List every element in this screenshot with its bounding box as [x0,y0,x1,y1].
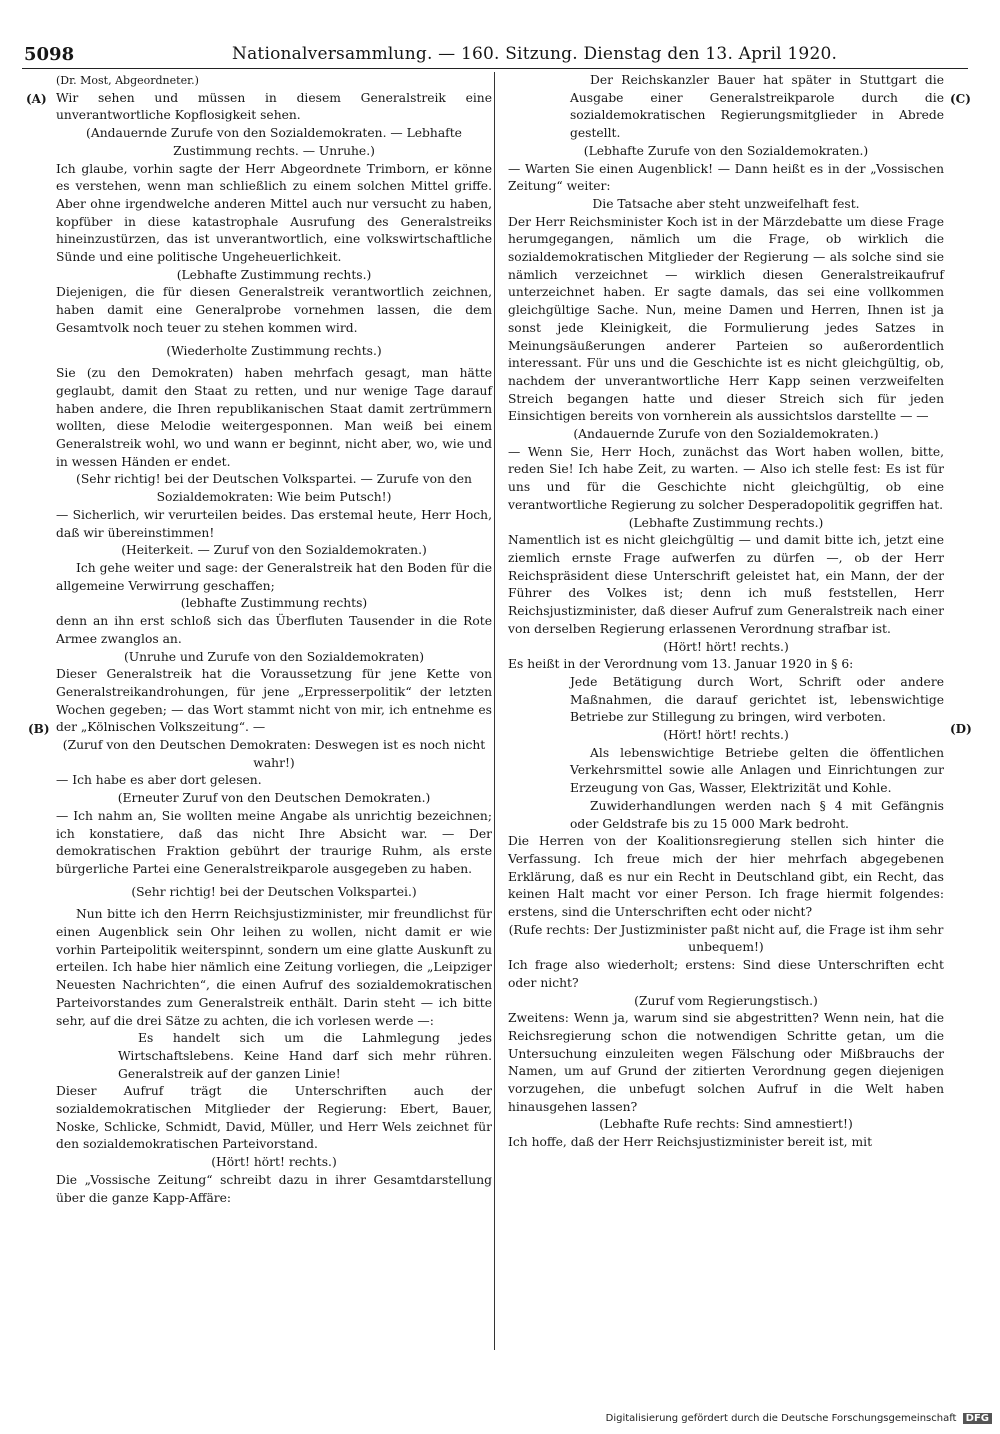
paragraph: Nun bitte ich den Herrn Reichsjustizminister, mir freundlichst für einen Augenblick sein Ohr leihen zu wollen, nicht damit er wie vorhin Parteipolitik weiterspinnt, sondern um eine glatte Auskunft zu erteilen. Ich habe hier nämlich eine Zeitung vorliegen, die „Leipziger Neuesten Nachrichten“, die einen Aufruf des sozialdemokratischen Parteivorstandes zum Generalstreik enthält. Darin steht — ich bitte sehr, auf die drei Sätze zu achten, die ich vorlesen werde —: [56,907,492,1028]
paragraph: Die „Vossische Zeitung“ schreibt dazu in ihrer Gesamtdarstellung über die ganze Kapp-Affäre: [56,1172,492,1205]
interjection: (Hört! hört! rechts.) [663,728,789,743]
dfg-logo: DFG [963,1413,992,1424]
interjection: (Unruhe und Zurufe von den Sozialdemokraten) [123,649,425,664]
paragraph: — Sicherlich, wir verurteilen beides. Das erstemal heute, Herr Hoch, daß wir übereinstimmen! [56,507,492,540]
paragraph: Der Herr Reichsminister Koch ist in der Märzdebatte um diese Frage herumgegangen, nämlich um die Frage, ob wirklich die sozialdemokratischen Mitglieder der Regierung — als solche sind sie nämlich verzeichnet — wirklich diesen Generalstreikaufruf unterzeichnet haben. Er sagte damals, das sei eine vollkommen gleichgültige Sache. Nun, meine Damen und Herren, Ihnen ist ja sonst jede Kleinigkeit, die Formulierung jedes Satzes in Meinungsäußerungen anderer Parteien so außerordentlich interessant. Für uns und die Geschichte ist es nicht gleichgültig, ob, nachdem der unverantwortliche Herr Kapp seinen verzweifelten Streich begangen hatte und dieser Streich sich für jeden Einsichtigen bereits von vornherein als aussichtslos darstellte — — [508,214,944,424]
right-column [508,72,944,1152]
interjection: (Hört! hört! rechts.) [211,1155,337,1170]
interjection: (Heiterkeit. — Zuruf von den Sozialdemokraten.) [121,543,427,558]
quotation: Jede Betätigung durch Wort, Schrift oder andere Maßnahmen, die darauf gerichtet ist, lebenswichtige Betriebe zur Stillegung zu bringen, wird verboten. [570,674,944,725]
column-divider [494,72,495,1350]
margin-marker-b: (B) [28,722,50,736]
paragraph: Wir sehen und müssen in diesem Generalstreik eine unverantwortliche Kopflosigkeit sehen. [56,90,492,123]
quotation: Die Tatsache aber steht unzweifelhaft fest. [592,196,860,211]
interjection: (Sehr richtig! bei der Deutschen Volkspartei. — Zurufe von den Sozialdemokraten: Wie beim Putsch!) [76,472,472,505]
interjection: (Hört! hört! rechts.) [663,639,789,654]
paragraph: — Ich nahm an, Sie wollten meine Angabe als unrichtig bezeichnen; ich konstatiere, daß das nicht Ihre Absicht war. — Der demokratischen Fraktion gebührt der traurige Ruhm, als erste bürgerliche Partei eine Generalstreikparole ausgegeben zu haben. [56,808,492,876]
paragraph: — Wenn Sie, Herr Hoch, zunächst das Wort haben wollen, bitte, reden Sie! Ich habe Zeit, zu warten. — Also ich stelle fest: Es ist für uns und für die Geschichte nicht gleichgültig, ob eine verantwortliche Regierung zu solcher Desperadopolitik gegriffen hat. [508,444,944,512]
interjection: (Lebhafte Zustimmung rechts.) [628,515,824,530]
quotation: Es handelt sich um die Lahmlegung jedes Wirtschaftslebens. Keine Hand darf sich mehr rühren. Generalstreik auf der ganzen Linie! [118,1031,492,1081]
paragraph: Es heißt in der Verordnung vom 13. Januar 1920 in § 6: [508,657,854,672]
interjection: (lebhafte Zustimmung rechts) [180,596,368,611]
paragraph: Ich frage also wiederholt; erstens: Sind diese Unterschriften echt oder nicht? [508,958,944,990]
footer [606,1413,992,1424]
paragraph: Dieser Generalstreik hat die Voraussetzung für jene Kette von Generalstreikandrohungen, für jene „Erpresserpolitik“ der letzten Wochen gegeben; — das Wort stammt nicht von mir, ich entnehme es der „Kölnischen Volkszeitung“. — [56,667,492,735]
interjection: (Andauernde Zurufe von den Sozialdemokraten.) [573,427,879,442]
paragraph: Ich hoffe, daß der Herr Reichsjustizminister bereit ist, mit [508,1135,873,1150]
interjection: (Zuruf von den Deutschen Demokraten: Deswegen ist es noch nicht wahr!) [62,738,486,770]
margin-marker-a: (A) [26,92,47,106]
paragraph: Namentlich ist es nicht gleichgültig — und damit bitte ich, jetzt eine ziemlich ernste Frage aufwerfen zu dürfen —, ob der Herr Reichspräsident diese Unterschrift geleistet hat, ein Mann, der der Führer des Volkes ist; denn ich muß feststellen, Herr Reichsjustizminister, daß dieser Aufruf zum Generalstreik nach einer von derselben Regierung erlassenen Verordnung strafbar ist. [508,533,944,636]
paragraph: Ich gehe weiter und sage: der Generalstreik hat den Boden für die allgemeine Verwirrung geschaffen; [56,560,492,593]
paragraph: Dieser Aufruf trägt die Unterschriften auch der sozialdemokratischen Mitglieder der Regierung: Ebert, Bauer, Noske, Schlicke, Schmidt, David, Müller, und Herr Wels zeichnet für den sozialdemokratischen Parteivorstand. [56,1084,492,1152]
interjection: (Lebhafte Rufe rechts: Sind amnestiert!) [599,1117,853,1132]
interjection: (Rufe rechts: Der Justizminister paßt nicht auf, die Frage ist ihm sehr unbequem!) [508,922,944,955]
quotation: Zuwiderhandlungen werden nach § 4 mit Gefängnis oder Geldstrafe bis zu 15 000 Mark bedroht. [570,798,944,831]
interjection: (Sehr richtig! bei der Deutschen Volkspartei.) [131,884,417,899]
interjection: (Zuruf vom Regierungstisch.) [634,993,818,1008]
interjection: (Erneuter Zuruf von den Deutschen Demokraten.) [117,791,431,806]
quotation: Der Reichskanzler Bauer hat später in Stuttgart die Ausgabe einer Generalstreikparole durch die sozialdemokratischen Regierungsmitglieder in Abrede gestellt. [570,73,944,141]
interjection: (Wiederholte Zustimmung rechts.) [166,343,382,358]
page-header [22,42,968,69]
interjection: (Lebhafte Zustimmung rechts.) [176,267,372,282]
margin-marker-c: (C) [950,92,971,106]
margin-marker-d: (D) [950,722,972,736]
interjection: (Andauernde Zurufe von den Sozialdemokraten. — Lebhafte Zustimmung rechts. — Unruhe.) [86,126,462,158]
running-title: Nationalversammlung. — 160. Sitzung. Dienstag den 13. April 1920. [232,44,838,64]
paragraph: Zweitens: Wenn ja, warum sind sie abgestritten? Wenn nein, hat die Reichsregierung schon die notwendigen Schritte getan, um die Untersuchung einzuleiten wegen Fälschung oder Mißbrauchs der Namen, um auf Grund der zitierten Verordnung gegen diejenigen vorzugehen, die unbefugt solchen Aufruf in die Welt haben hinausgehen lassen? [508,1011,944,1114]
paragraph: — Warten Sie einen Augenblick! — Dann heißt es in der „Vossischen Zeitung“ weiter: [508,161,944,194]
paragraph: denn an ihn erst schloß sich das Überfluten Tausender in die Rote Armee zwanglos an. [56,614,492,646]
speaker-line: (Dr. Most, Abgeordneter.) [56,74,199,87]
paragraph: Die Herren von der Koalitionsregierung stellen sich hinter die Verfassung. Ich freue mich der hier mehrfach abgegebenen Erklärung, daß es nur ein Recht in Deutschland gibt, ein Recht, das keinen Halt macht vor einer Person. Ich frage hiermit folgendes: erstens, sind die Unterschriften echt oder nicht? [508,834,944,920]
quotation: Als lebenswichtige Betriebe gelten die öffentlichen Verkehrsmittel sowie alle Anlagen und Einrichtungen zur Erzeugung von Gas, Wasser, Elektrizität und Kohle. [570,745,944,796]
paragraph: Ich glaube, vorhin sagte der Herr Abgeordnete Trimborn, er könne es verstehen, wenn man schließlich zu einem solchen Mittel griffe. Aber ohne irgendwelche anderen Mittel auch nur versucht zu haben, kopfüber in diese katastrophale Ausrufung des Generalstreiks hineinzustürzen, das ist unverantwortlich, eine volkswirtschaftliche Sünde und eine politische Ungeheuerlichkeit. [56,161,492,265]
paragraph: Diejenigen, die für diesen Generalstreik verantwortlich zeichnen, haben damit eine Generalprobe vornehmen lassen, die dem Gesamtvolk noch teuer zu stehen kommen wird. [56,285,492,335]
footer-credit: Digitalisierung gefördert durch die Deutsche Forschungsgemeinschaft [605,1413,957,1424]
paragraph: — Ich habe es aber dort gelesen. [56,773,262,788]
page-number: 5098 [24,44,75,65]
paragraph: Sie (zu den Demokraten) haben mehrfach gesagt, man hätte geglaubt, damit den Staat zu retten, und nur wenige Tage darauf haben andere, die Ihren republikanischen Staat damit zertrümmern wollten, diese Melodie weitergesponnen. Man weiß bei einem Generalstreik wohl, wo und wann er beginnt, nicht aber, wo, wie und in wessen Händen er endet. [56,366,492,469]
left-column [56,72,492,1207]
interjection: (Lebhafte Zurufe von den Sozialdemokraten.) [583,143,869,158]
